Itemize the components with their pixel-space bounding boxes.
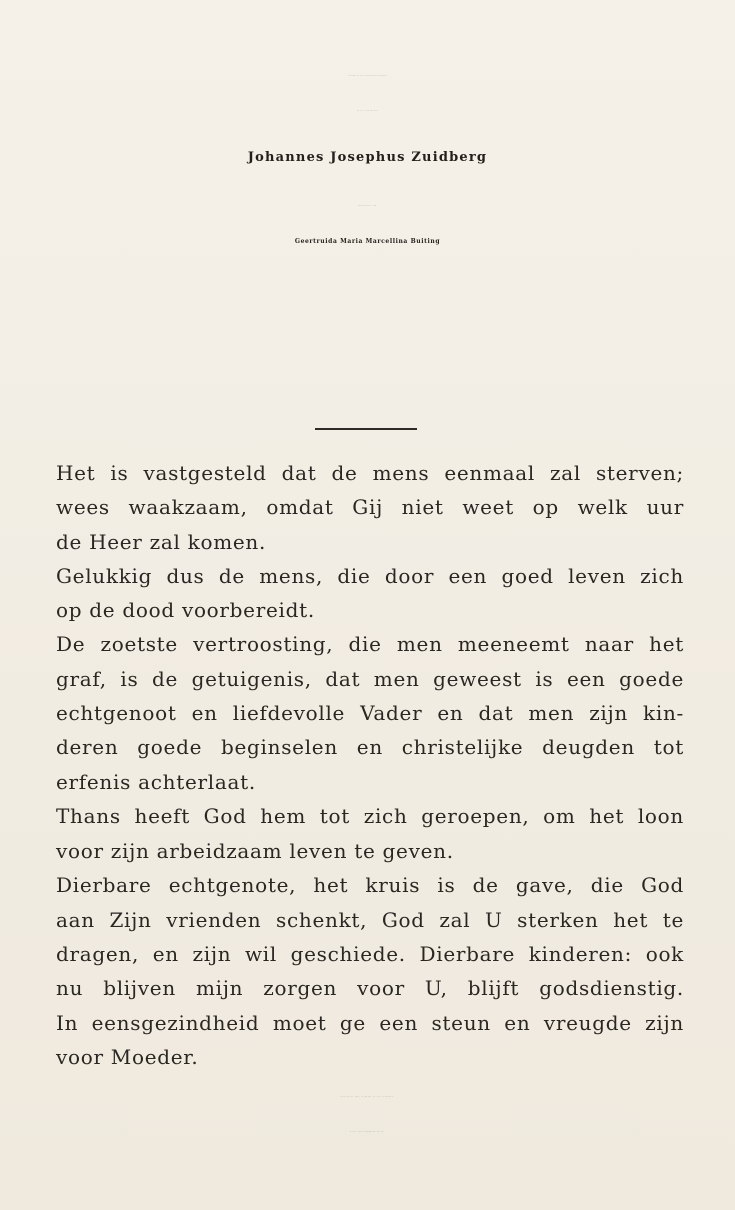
body-line-13: Dierbare echtgenote, het kruis is de gave, die God: [56, 873, 684, 897]
divider-rule: [315, 428, 417, 430]
spouse-name: Geertruida Maria Marcellina Buiting: [294, 238, 441, 245]
deceased-name: Johannes Josephus Zuidberg: [247, 150, 488, 165]
body-line-7: graf, is de getuigenis, dat men geweest is een goede: [56, 667, 684, 691]
body-line-5: op de dood voorbereidt.: [56, 598, 315, 622]
body-line-1: Het is vastgesteld dat de mens eenmaal zal sterven;: [56, 461, 684, 485]
body-line-14: aan Zijn vrienden schenkt, God zal U sterken het te: [56, 908, 684, 932]
body-line-2: wees waakzaam, omdat Gij niet weet op welk uur: [56, 495, 684, 519]
body-line-4: Gelukkig dus de mens, die door een goed leven zich: [56, 564, 684, 588]
body-line-10: erfenis achterlaat.: [56, 770, 256, 794]
intro-line-2: de Ziel van Zaliger: [357, 111, 378, 112]
body-line-12: voor zijn arbeidzaam leven te geven.: [56, 839, 454, 863]
body-line-15: dragen, en zijn wil geschiede. Dierbare kinderen: ook: [56, 942, 684, 966]
body-line-18: voor Moeder.: [56, 1045, 199, 1069]
spouse-label: echtgenoot van: [357, 206, 377, 207]
body-line-3: de Heer zal komen.: [56, 530, 267, 554]
body-line-11: Thans heeft God hem tot zich geroepen, om het loon: [56, 804, 684, 828]
body-line-8: echtgenoot en liefdevolle Vader en dat men zijn kin-: [56, 701, 684, 725]
intro-line-1: Gedenk in Uw Godvruchtige gebeden: [348, 76, 387, 77]
closing-line-1: Blijven wij met elkander in God verenigd.: [340, 1097, 395, 1098]
body-line-9: deren goede beginselen en christelijke deugden tot: [56, 735, 684, 759]
body-line-16: nu blijven mijn zorgen voor U, blijft godsdienstig.: [56, 976, 684, 1000]
body-line-17: In eensgezindheid moet ge een steun en vreugde zijn: [56, 1011, 684, 1035]
body-line-6: De zoetste vertroosting, die men meeneemt naar het: [56, 632, 684, 656]
closing-line-2: Mijn Jezus Barmhartigheid.: [350, 1132, 385, 1133]
